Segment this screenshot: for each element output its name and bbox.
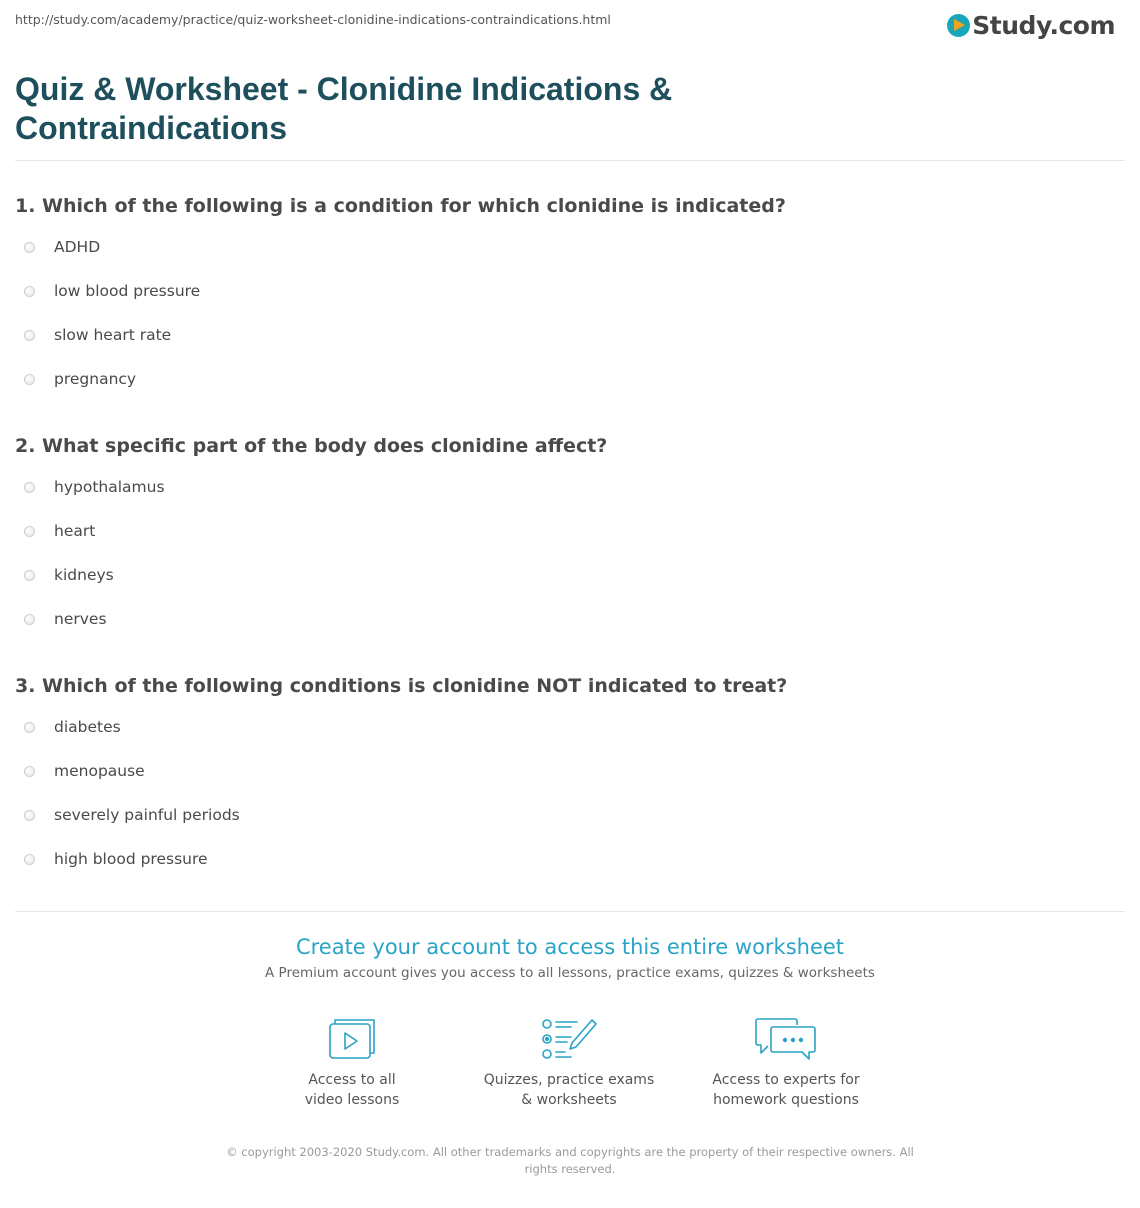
play-circle-icon	[947, 14, 970, 37]
answer-label: ADHD	[54, 238, 101, 256]
page-url: http://study.com/academy/practice/quiz-worksheet-clonidine-indications-contraindications.html	[15, 12, 611, 27]
feature-label: Access to all video lessons	[304, 1072, 400, 1108]
radio-button[interactable]	[24, 810, 35, 821]
answer-label: menopause	[54, 762, 145, 780]
radio-button[interactable]	[24, 526, 35, 537]
answer-option[interactable]	[15, 850, 1115, 894]
radio-button[interactable]	[24, 614, 35, 625]
radio-button[interactable]	[24, 722, 35, 733]
answer-option[interactable]	[15, 762, 1115, 806]
video-lessons-icon	[326, 1017, 378, 1061]
radio-button[interactable]	[24, 286, 35, 297]
question-text: 2. What specific part of the body does clonidine affect?	[15, 435, 608, 457]
page-title: Quiz & Worksheet - Clonidine Indications & Contraindications	[15, 71, 673, 146]
answer-label: kidneys	[54, 566, 114, 584]
answer-label: high blood pressure	[54, 850, 208, 868]
question-3	[15, 674, 1115, 894]
create-account-link[interactable]: Create your account to access this entire worksheet	[295, 935, 845, 959]
radio-button[interactable]	[24, 570, 35, 581]
answer-label: low blood pressure	[54, 282, 201, 300]
feature-quizzes	[469, 1017, 669, 1110]
answer-label: heart	[54, 522, 96, 540]
feature-video-lessons	[252, 1017, 452, 1110]
logo-text: Study.com	[972, 11, 1115, 40]
signup-prompt	[0, 934, 1140, 981]
top-bar	[15, 11, 1115, 41]
answer-option[interactable]	[15, 522, 1115, 566]
answer-label: slow heart rate	[54, 326, 172, 344]
answer-label: diabetes	[54, 718, 121, 736]
question-text: 1. Which of the following is a condition for which clonidine is indicated?	[15, 195, 786, 217]
answer-option[interactable]	[15, 370, 1115, 414]
title-divider	[15, 160, 1125, 161]
answer-option[interactable]	[15, 478, 1115, 522]
answer-options	[15, 478, 1115, 654]
answer-option[interactable]	[15, 718, 1115, 762]
feature-experts	[686, 1017, 886, 1110]
answer-option[interactable]	[15, 610, 1115, 654]
copyright-footer: © copyright 2003-2020 Study.com. All other trademarks and copyrights are the property of their respective owners. All rights reserved.	[226, 1145, 914, 1176]
feature-label: Access to experts for homework questions	[712, 1072, 860, 1108]
radio-button[interactable]	[24, 482, 35, 493]
quiz-checklist-icon	[541, 1017, 597, 1061]
answer-option[interactable]	[15, 282, 1115, 326]
feature-label: Quizzes, practice exams & worksheets	[483, 1072, 655, 1108]
answer-option[interactable]	[15, 566, 1115, 610]
radio-button[interactable]	[24, 242, 35, 253]
study-logo[interactable]	[947, 11, 1115, 40]
radio-button[interactable]	[24, 854, 35, 865]
question-text: 3. Which of the following conditions is clonidine NOT indicated to treat?	[15, 675, 788, 697]
question-2	[15, 434, 1115, 654]
chat-bubbles-icon	[754, 1017, 818, 1061]
answer-label: severely painful periods	[54, 806, 240, 824]
radio-button[interactable]	[24, 330, 35, 341]
premium-description: A Premium account gives you access to all lessons, practice exams, quizzes & worksheets	[265, 965, 875, 981]
answer-option[interactable]	[15, 806, 1115, 850]
answer-label: hypothalamus	[54, 478, 165, 496]
answer-label: nerves	[54, 610, 107, 628]
answer-option[interactable]	[15, 326, 1115, 370]
answer-options	[15, 238, 1115, 414]
radio-button[interactable]	[24, 766, 35, 777]
answer-option[interactable]	[15, 238, 1115, 282]
radio-button[interactable]	[24, 374, 35, 385]
answer-label: pregnancy	[54, 370, 137, 388]
answer-options	[15, 718, 1115, 894]
questions-divider	[15, 911, 1125, 912]
premium-features	[0, 1017, 1140, 1117]
question-1	[15, 194, 1115, 414]
